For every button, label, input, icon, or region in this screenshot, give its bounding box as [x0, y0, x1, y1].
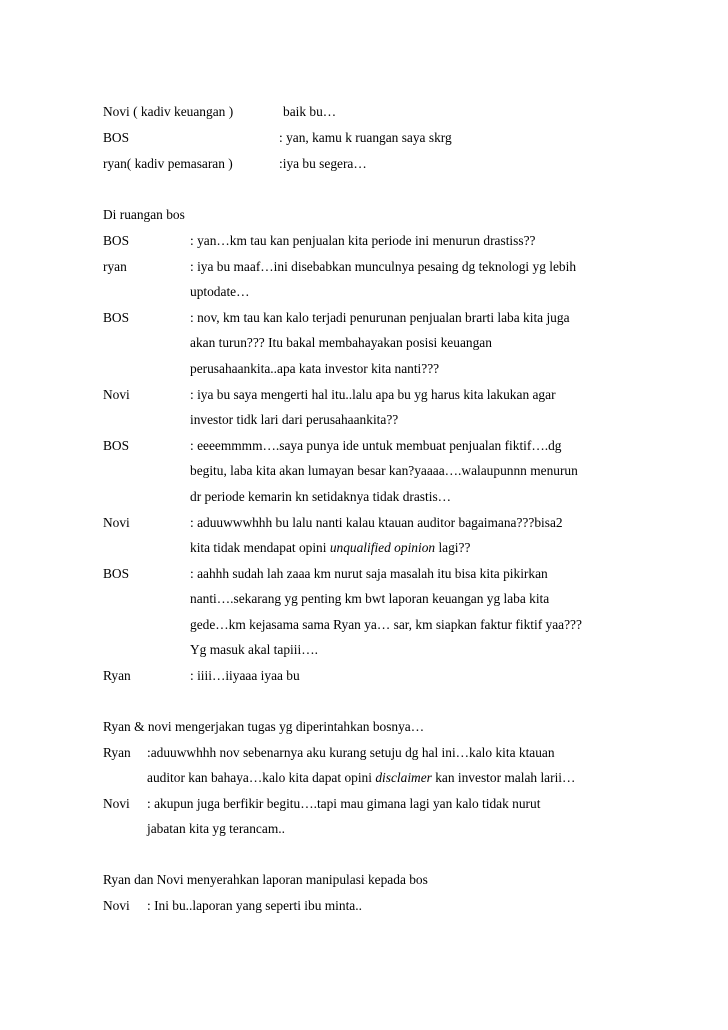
dialogue-line: : Ini bu..laporan yang seperti ibu minta.. — [147, 898, 362, 913]
dialogue-line: : aahhh sudah lah zaaa km nurut saja masalah itu bisa kita pikirkan — [190, 566, 548, 581]
speaker-label: BOS — [103, 130, 130, 145]
speaker-label: Ryan — [103, 745, 131, 760]
speaker-label: Novi — [103, 898, 130, 913]
speaker-label: BOS — [103, 566, 130, 581]
dialogue-line: : iya bu maaf…ini disebabkan munculnya pesaing dg teknologi yg lebih — [190, 259, 577, 274]
dialogue-line: investor tidk lari dari perusahaankita?? — [190, 412, 399, 427]
speaker-label: BOS — [103, 233, 130, 248]
dialogue-line: : akupun juga berfikir begitu….tapi mau gimana lagi yan kalo tidak nurut — [147, 796, 541, 811]
dialogue-line: baik bu… — [283, 104, 337, 119]
dialogue-line: : aduuwwwhhh bu lalu nanti kalau ktauan auditor bagaimana???bisa2 — [190, 515, 563, 530]
dialogue-line: :iya bu segera… — [279, 156, 367, 171]
scene-heading: Di ruangan bos — [103, 207, 185, 222]
italic-term: disclaimer — [375, 770, 432, 785]
dialogue-line: gede…km kejasama sama Ryan ya… sar, km siapkan faktur fiktif yaa??? — [190, 617, 582, 632]
speaker-label: ryan( kadiv pemasaran ) — [103, 156, 233, 171]
dialogue-line: : nov, km tau kan kalo terjadi penurunan penjualan brarti laba kita juga — [190, 310, 570, 325]
scene-heading: Ryan dan Novi menyerahkan laporan manipulasi kepada bos — [103, 872, 428, 887]
scene-heading: Ryan & novi mengerjakan tugas yg diperintahkan bosnya… — [103, 719, 425, 734]
dialogue-line: jabatan kita yg terancam.. — [147, 821, 285, 836]
dialogue-line: uptodate… — [190, 284, 250, 299]
italic-term: unqualified opinion — [329, 540, 436, 555]
dialogue-line: : iiii…iiyaaa iyaa bu — [190, 668, 300, 683]
speaker-label: Novi — [103, 387, 130, 402]
dialogue-line: : iya bu saya mengerti hal itu..lalu apa bu yg harus kita lakukan agar — [190, 387, 556, 402]
dialogue-line: : yan…km tau kan penjualan kita periode ini menurun drastiss?? — [190, 233, 536, 248]
dialogue-line: auditor kan bahaya…kalo kita dapat opini disclaimer kan investor malah larii… — [147, 770, 576, 785]
speaker-label: ryan — [103, 259, 127, 274]
dialogue-line: kita tidak mendapat opini unqualified opinion lagi?? — [190, 540, 471, 555]
dialogue-line: begitu, laba kita akan lumayan besar kan?yaaaa….walaupunnn menurun — [190, 463, 578, 478]
dialogue-line: dr periode kemarin kn setidaknya tidak drastis… — [190, 489, 452, 504]
speaker-label: Novi — [103, 515, 130, 530]
speaker-label: BOS — [103, 438, 130, 453]
dialogue-line: Yg masuk akal tapiii…. — [190, 642, 318, 657]
dialogue-line: akan turun??? Itu bakal membahayakan posisi keuangan — [190, 335, 492, 350]
dialogue-line: : yan, kamu k ruangan saya skrg — [279, 130, 452, 145]
speaker-label: Novi ( kadiv keuangan ) — [103, 104, 234, 119]
dialogue-line: :aduuwwhhh nov sebenarnya aku kurang setuju dg hal ini…kalo kita ktauan — [147, 745, 555, 760]
speaker-label: Novi — [103, 796, 130, 811]
speaker-label: Ryan — [103, 668, 131, 683]
dialogue-line: : eeeemmmm….saya punya ide untuk membuat penjualan fiktif….dg — [190, 438, 562, 453]
speaker-label: BOS — [103, 310, 130, 325]
dialogue-line: nanti….sekarang yg penting km bwt laporan keuangan yg laba kita — [190, 591, 550, 606]
dialogue-line: perusahaankita..apa kata investor kita nanti??? — [190, 361, 440, 376]
